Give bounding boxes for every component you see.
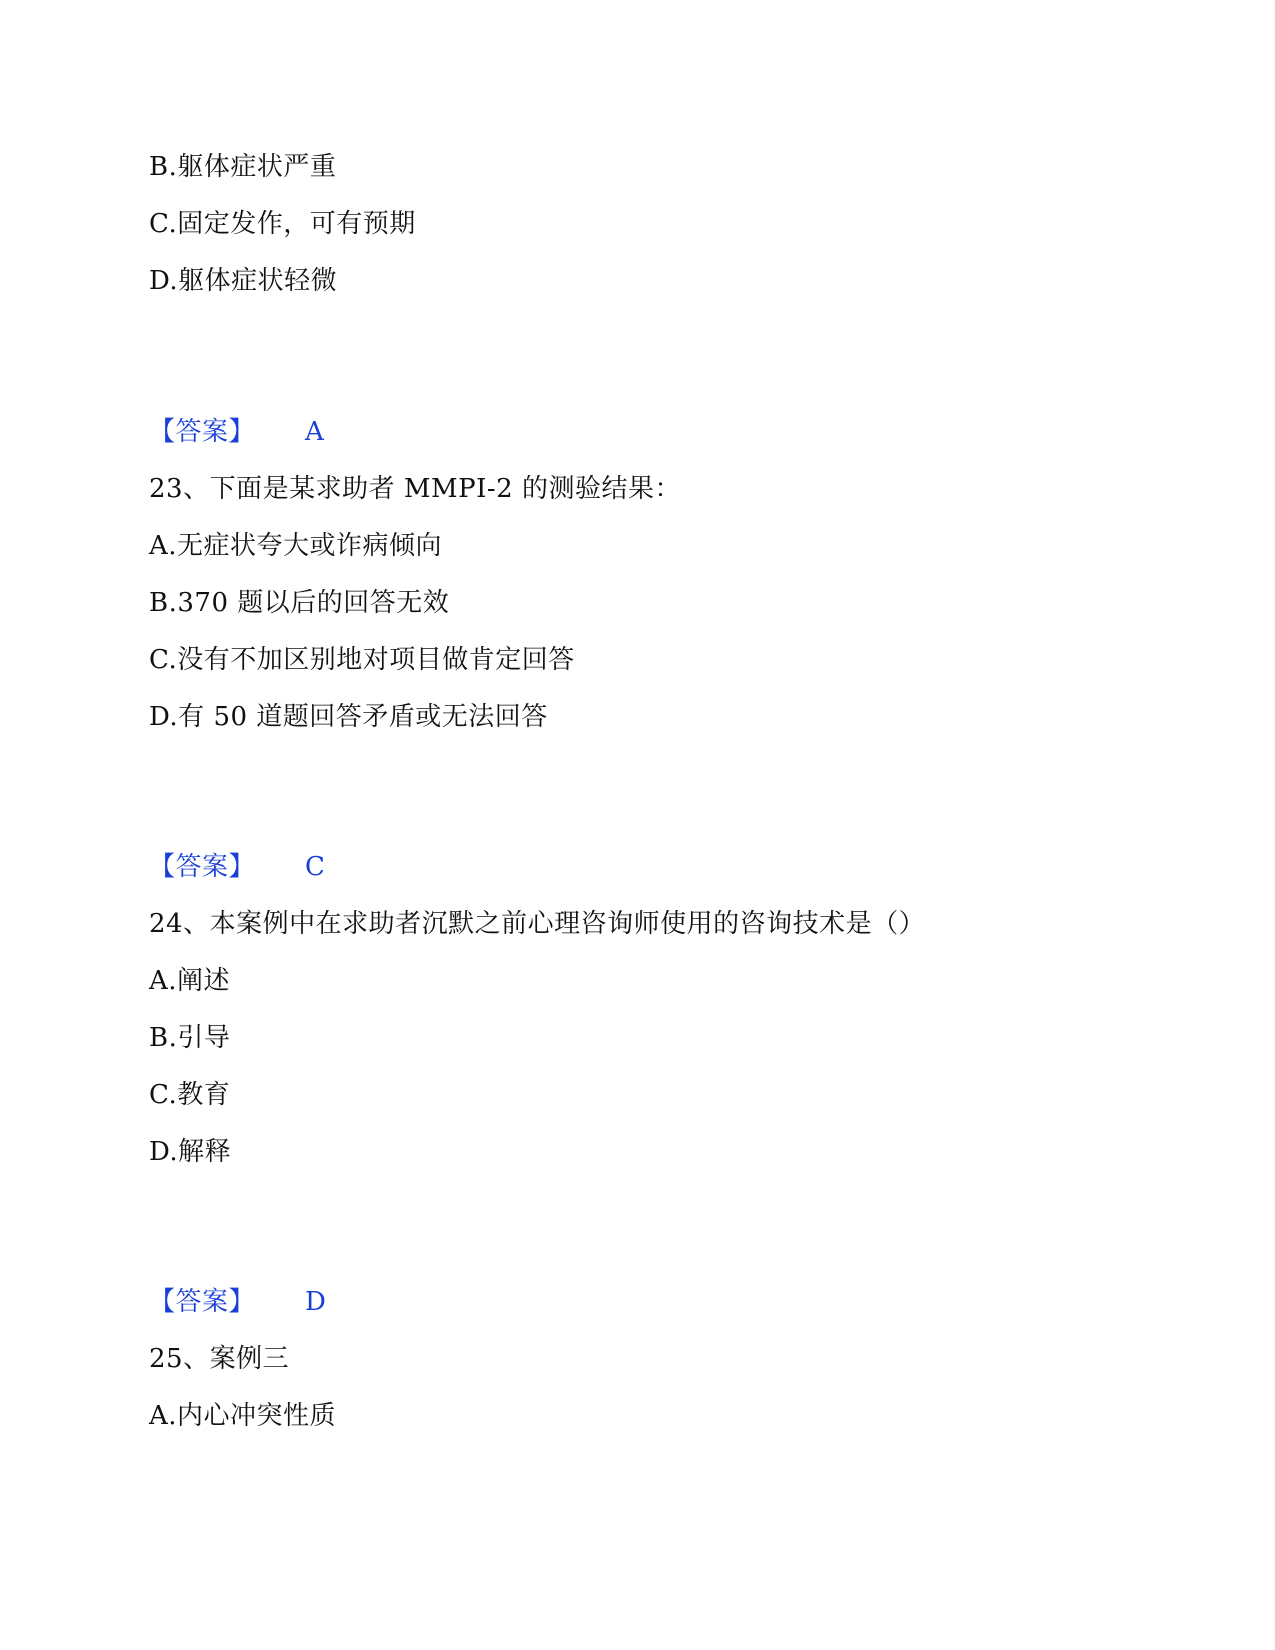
q24-stem: 24、本案例中在求助者沉默之前心理咨询师使用的咨询技术是（） <box>149 909 926 939</box>
q24-answer-value: D <box>305 1287 327 1317</box>
q23-option-a: A.无症状夸大或诈病倾向 <box>149 531 443 561</box>
q23-option-b: B.370 题以后的回答无效 <box>149 588 450 618</box>
q24-option-c: C.教育 <box>149 1080 231 1110</box>
q23-answer <box>149 850 325 884</box>
q22-option-b: B.躯体症状严重 <box>149 152 337 182</box>
q25-option-a: A.内心冲突性质 <box>149 1401 337 1431</box>
q25-stem: 25、案例三 <box>149 1344 290 1374</box>
q22-option-d: D.躯体症状轻微 <box>149 266 338 296</box>
q24-option-d: D.解释 <box>149 1137 232 1167</box>
q23-option-d: D.有 50 道题回答矛盾或无法回答 <box>149 702 548 732</box>
q22-answer <box>149 415 324 449</box>
q23-answer-label: 【答案】 <box>149 852 256 882</box>
q22-answer-label: 【答案】 <box>149 417 256 447</box>
q23-stem: 23、下面是某求助者 MMPI-2 的测验结果： <box>149 474 681 504</box>
q22-option-c: C.固定发作，可有预期 <box>149 209 416 239</box>
q22-answer-value: A <box>305 417 325 447</box>
q24-answer-label: 【答案】 <box>149 1287 256 1317</box>
q24-answer <box>149 1285 326 1319</box>
q23-option-c: C.没有不加区别地对项目做肯定回答 <box>149 645 575 675</box>
q24-option-b: B.引导 <box>149 1023 231 1053</box>
q23-answer-value: C <box>305 852 326 882</box>
q24-option-a: A.阐述 <box>149 966 231 996</box>
